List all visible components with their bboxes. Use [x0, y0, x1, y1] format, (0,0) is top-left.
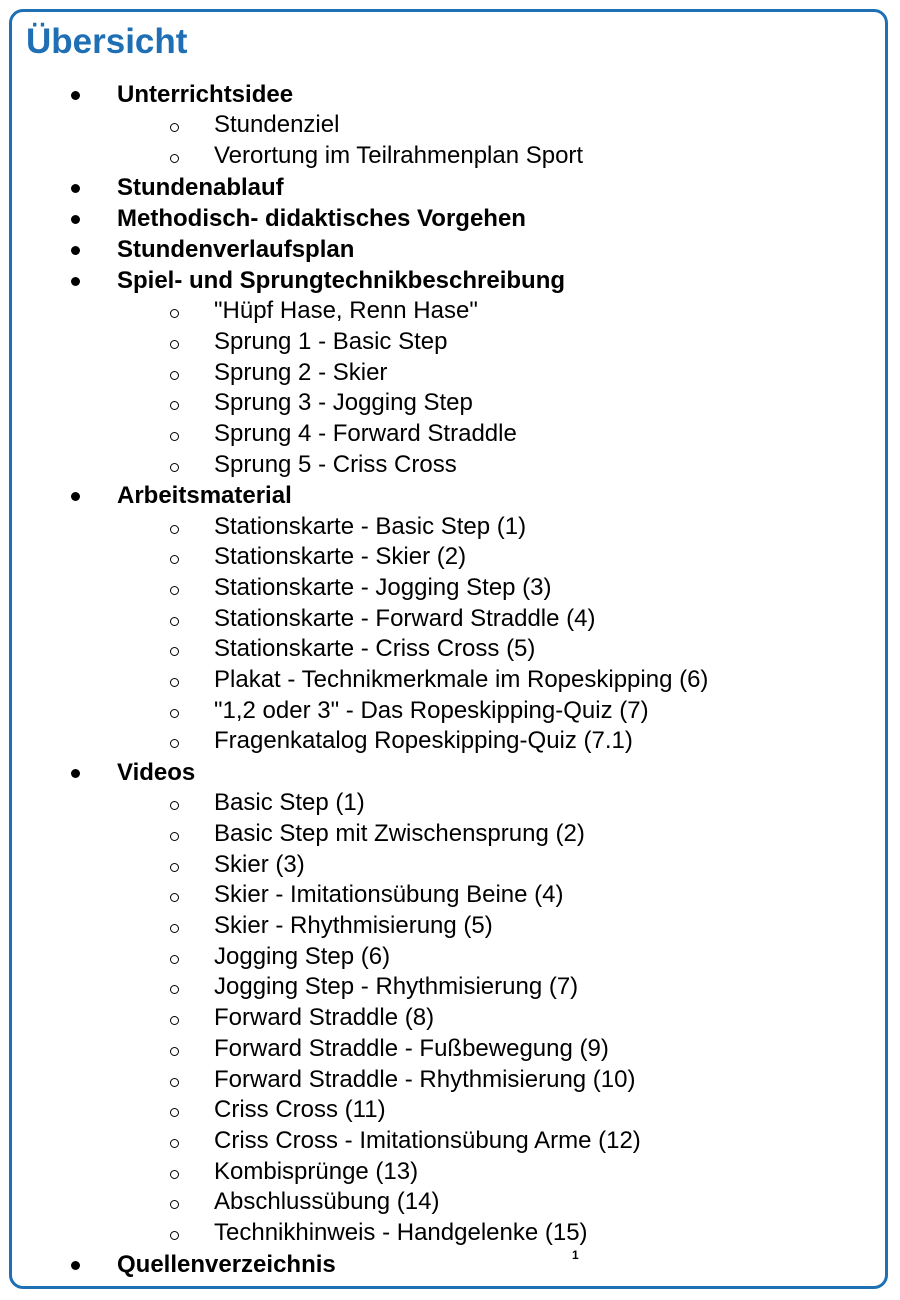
toc-subsection-label: Kombisprünge (13)	[214, 1157, 419, 1185]
toc-subsection-item[interactable]	[214, 911, 885, 942]
toc-subsection-label: Verortung im Teilrahmenplan Sport	[214, 141, 584, 169]
toc-subsection-item[interactable]	[214, 1034, 885, 1065]
toc-subsection-item[interactable]	[214, 942, 885, 973]
toc-subsection-item[interactable]	[214, 1095, 885, 1126]
hollow-bullet-icon	[170, 1016, 179, 1025]
hollow-bullet-icon	[170, 401, 179, 410]
bullet-icon	[71, 277, 80, 286]
toc-section-row[interactable]	[117, 234, 885, 265]
toc-subsection-label: Stationskarte - Skier (2)	[214, 543, 467, 571]
toc-subsection-item[interactable]	[214, 880, 885, 911]
toc-subsection-item[interactable]	[214, 819, 885, 850]
toc-subsection-label: Criss Cross (11)	[214, 1096, 386, 1124]
hollow-bullet-icon	[170, 801, 179, 810]
toc-subsection-item[interactable]	[214, 542, 885, 573]
toc-subsection-label: Sprung 1 - Basic Step	[214, 328, 448, 355]
toc-section-label: Quellenverzeichnis	[117, 1250, 336, 1278]
hollow-bullet-icon	[170, 678, 179, 687]
toc-subsection-label: Forward Straddle - Fußbewegung (9)	[214, 1034, 609, 1062]
toc-section-row[interactable]	[117, 172, 885, 203]
hollow-bullet-icon	[170, 832, 179, 841]
hollow-bullet-icon	[170, 432, 179, 441]
toc-subsection-label: Stationskarte - Criss Cross (5)	[214, 635, 536, 663]
toc-subsection-label: "Hüpf Hase, Renn Hase"	[214, 297, 478, 325]
toc-subsection-label: Skier - Imitationsübung Beine (4)	[214, 881, 564, 909]
toc-subsection-label: Abschlussübung (14)	[214, 1188, 440, 1216]
bullet-icon	[71, 769, 80, 778]
hollow-bullet-icon	[170, 1170, 179, 1179]
toc-subsection-item[interactable]	[214, 1065, 885, 1096]
hollow-bullet-icon	[170, 371, 179, 380]
toc-subsection-item[interactable]	[214, 388, 885, 419]
toc-subsection-label: Technikhinweis - Handgelenke (15)	[214, 1218, 588, 1246]
toc-subsection-label: Sprung 5 - Criss Cross	[214, 450, 457, 478]
toc-section-label: Videos	[117, 759, 196, 787]
hollow-bullet-icon	[170, 1078, 179, 1087]
toc-section-row[interactable]	[117, 203, 885, 234]
toc-subsection-item[interactable]	[214, 665, 885, 696]
toc-subsection-label: "1,2 oder 3" - Das Ropeskipping-Quiz (7)	[214, 696, 649, 724]
toc-subsection-item[interactable]	[214, 110, 885, 141]
hollow-bullet-icon	[170, 586, 179, 595]
toc-section	[12, 172, 885, 203]
toc-section	[12, 234, 885, 265]
toc-subsection-label: Stundenziel	[214, 111, 340, 139]
toc-section-label: Spiel- und Sprungtechnikbeschreibung	[117, 267, 566, 295]
toc-subsection-label: Stationskarte - Forward Straddle (4)	[214, 604, 596, 632]
toc-section-label: Stundenverlaufsplan	[117, 235, 355, 263]
toc-subsection-label: Basic Step mit Zwischensprung (2)	[214, 820, 585, 847]
toc-section-label: Stundenablauf	[117, 173, 284, 201]
toc-subsection-label: Skier - Rhythmisierung (5)	[214, 912, 493, 940]
hollow-bullet-icon	[170, 985, 179, 994]
hollow-bullet-icon	[170, 709, 179, 718]
toc-section	[12, 265, 885, 480]
toc-subsection-item[interactable]	[214, 141, 885, 172]
toc-subsection-item[interactable]	[214, 512, 885, 543]
hollow-bullet-icon	[170, 555, 179, 564]
hollow-bullet-icon	[170, 154, 179, 163]
hollow-bullet-icon	[170, 955, 179, 964]
bullet-icon	[71, 91, 80, 100]
toc-subsection-item[interactable]	[214, 696, 885, 727]
toc-subsection-item[interactable]	[214, 358, 885, 389]
toc-subsection-item[interactable]	[214, 1126, 885, 1157]
toc-subsection-item[interactable]	[214, 788, 885, 819]
hollow-bullet-icon	[170, 739, 179, 748]
toc-subsection-item[interactable]	[214, 573, 885, 604]
toc-subsection-item[interactable]	[214, 1157, 885, 1188]
bullet-icon	[71, 215, 80, 224]
toc-subsection-label: Forward Straddle (8)	[214, 1004, 435, 1032]
toc-section	[12, 203, 885, 234]
toc-subsection-list	[117, 110, 885, 171]
toc-subsection-item[interactable]	[214, 1187, 885, 1218]
toc-subsection-item[interactable]	[214, 726, 885, 757]
toc-subsection-label: Sprung 3 - Jogging Step	[214, 389, 473, 417]
hollow-bullet-icon	[170, 647, 179, 656]
hollow-bullet-icon	[170, 1139, 179, 1148]
bullet-icon	[71, 1261, 80, 1270]
hollow-bullet-icon	[170, 1200, 179, 1209]
toc-subsection-item[interactable]	[214, 1003, 885, 1034]
overview-panel	[9, 9, 888, 1289]
hollow-bullet-icon	[170, 617, 179, 626]
toc-subsection-label: Jogging Step - Rhythmisierung (7)	[214, 973, 579, 1001]
hollow-bullet-icon	[170, 1231, 179, 1240]
toc-subsection-list	[117, 296, 885, 480]
toc-subsection-label: Stationskarte - Jogging Step (3)	[214, 574, 552, 601]
hollow-bullet-icon	[170, 309, 179, 318]
toc-section-row[interactable]	[117, 1249, 885, 1280]
toc-subsection-list	[117, 512, 885, 758]
toc-subsection-label: Forward Straddle - Rhythmisierung (10)	[214, 1065, 636, 1093]
hollow-bullet-icon	[170, 123, 179, 132]
toc-section-row[interactable]	[117, 265, 885, 296]
hollow-bullet-icon	[170, 1108, 179, 1117]
toc-section-row[interactable]	[117, 79, 885, 110]
toc-subsection-list	[117, 788, 885, 1248]
hollow-bullet-icon	[170, 340, 179, 349]
toc-subsection-item[interactable]	[214, 419, 885, 450]
toc-subsection-item[interactable]	[214, 327, 885, 358]
bullet-icon	[71, 492, 80, 501]
bullet-icon	[71, 184, 80, 193]
toc-section	[12, 480, 885, 757]
page-title: Übersicht	[26, 22, 188, 61]
toc-section	[12, 757, 885, 1249]
table-of-contents	[12, 79, 885, 1280]
toc-section	[12, 79, 885, 172]
toc-subsection-item[interactable]	[214, 296, 885, 327]
toc-subsection-label: Jogging Step (6)	[214, 942, 391, 970]
toc-subsection-item[interactable]	[214, 850, 885, 881]
hollow-bullet-icon	[170, 463, 179, 472]
toc-subsection-label: Criss Cross - Imitationsübung Arme (12)	[214, 1126, 641, 1154]
toc-subsection-item[interactable]	[214, 604, 885, 635]
toc-subsection-item[interactable]	[214, 972, 885, 1003]
hollow-bullet-icon	[170, 1047, 179, 1056]
hollow-bullet-icon	[170, 863, 179, 872]
hollow-bullet-icon	[170, 893, 179, 902]
toc-subsection-label: Sprung 4 - Forward Straddle	[214, 420, 517, 448]
toc-section-label: Methodisch- didaktisches Vorgehen	[117, 204, 526, 232]
bullet-icon	[71, 246, 80, 255]
toc-subsection-label: Plakat - Technikmerkmale im Ropeskipping (6)	[214, 666, 709, 694]
toc-section-label: Unterrichtsidee	[117, 81, 294, 108]
footnote-marker: 1	[572, 1247, 579, 1262]
toc-subsection-item[interactable]	[214, 634, 885, 665]
toc-subsection-label: Stationskarte - Basic Step (1)	[214, 512, 527, 540]
toc-section	[12, 1249, 885, 1280]
toc-subsection-label: Skier (3)	[214, 850, 305, 878]
hollow-bullet-icon	[170, 525, 179, 534]
toc-section-label: Arbeitsmaterial	[117, 482, 292, 510]
toc-subsection-label: Sprung 2 - Skier	[214, 358, 388, 386]
hollow-bullet-icon	[170, 924, 179, 933]
toc-subsection-item[interactable]	[214, 1218, 885, 1249]
toc-section-row[interactable]	[117, 480, 885, 511]
toc-section-row[interactable]	[117, 757, 885, 788]
toc-subsection-item[interactable]	[214, 450, 885, 481]
toc-subsection-label: Basic Step (1)	[214, 789, 365, 817]
toc-subsection-label: Fragenkatalog Ropeskipping-Quiz (7.1)	[214, 727, 633, 755]
